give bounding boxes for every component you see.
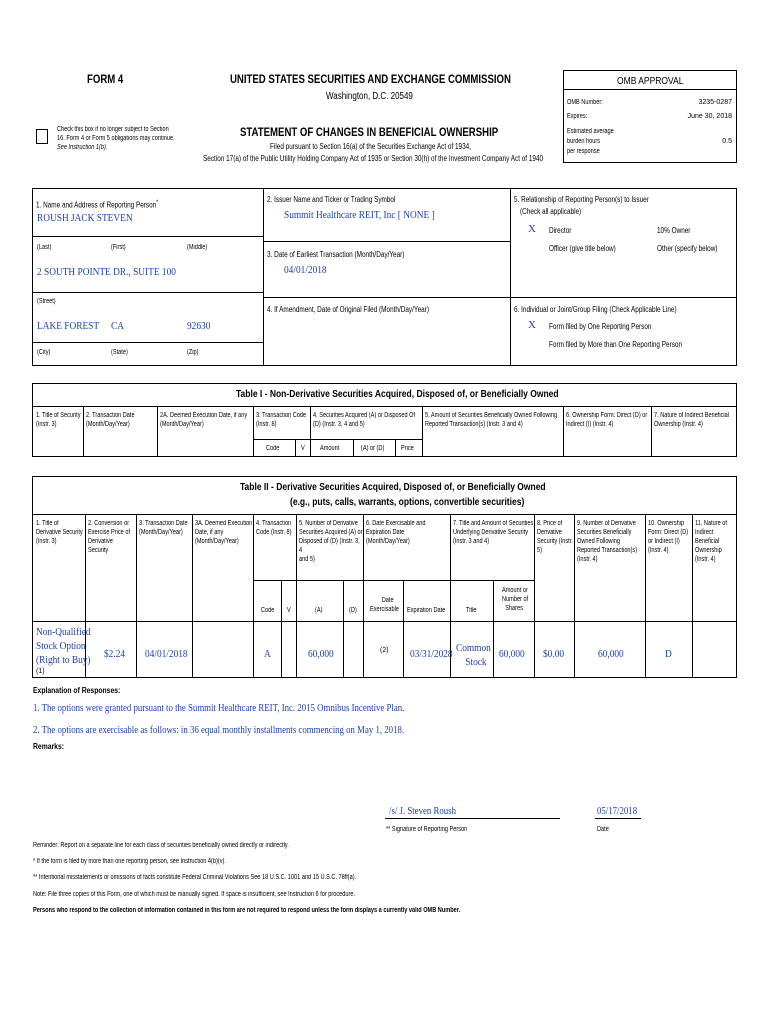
filed-pursuant-line1: Filed pursuant to Section 16(a) of the Securities Exchange Act of 1934, bbox=[270, 142, 472, 151]
signature-date-label: Date bbox=[597, 826, 609, 833]
t1-col2a: 2A. Deemed Execution Date, if any (Month/Day/Year) bbox=[160, 412, 248, 428]
omb-burden-value: 0.5 bbox=[722, 138, 732, 145]
last-label: (Last) bbox=[37, 244, 52, 251]
t2-sub-date-exercisable: Date Exercisable bbox=[370, 597, 399, 613]
zip-label: (Zip) bbox=[187, 349, 199, 356]
multi-person-label: Form filed by More than One Reporting Person bbox=[549, 340, 683, 349]
table2-title-1: Table II - Derivative Securities Acquired, Disposed of, or Beneficially Owned bbox=[240, 482, 546, 493]
filed-pursuant-line2: Section 17(a) of the Public Utility Holding Company Act of 1935 or Section 30(h) of the Investment Company Act of 1940 bbox=[203, 154, 544, 163]
table2-title-2: (e.g., puts, calls, warrants, options, convertible securities) bbox=[290, 497, 525, 508]
t2-col2: 2. Conversion or Exercise Price of Derivative Security bbox=[88, 520, 131, 554]
footer-reminder: Reminder: Report on a separate line for each class of securities beneficially owned directly or indirectly. bbox=[33, 842, 289, 849]
t2-sub-code: Code bbox=[261, 607, 275, 614]
city-label: (City) bbox=[37, 349, 51, 356]
t1-col7: 7. Nature of Indirect Beneficial Ownership (Instr. 4) bbox=[654, 412, 730, 428]
t2-col3a: 3A. Deemed Execution Date, if any (Month/Day/Year) bbox=[195, 520, 253, 545]
t2-row-owned: 60,000 bbox=[598, 648, 624, 660]
footer-omb-notice: Persons who respond to the collection of information contained in this form are not required to respond unless the form displays a currently valid OMB Number. bbox=[33, 907, 461, 914]
remarks-label: Remarks: bbox=[33, 742, 64, 751]
t2-col11: 11. Nature of Indirect Beneficial Ownership (Instr. 4) bbox=[695, 520, 727, 563]
box3-label: 3. Date of Earliest Transaction (Month/Day/Year) bbox=[267, 250, 405, 259]
t2-col7: 7. Title and Amount of Securities Underlying Derivative Security (Instr. 3 and 4) bbox=[453, 520, 534, 545]
omb-expires-label: Expires: bbox=[567, 113, 588, 120]
table1-title: Table I - Non-Derivative Securities Acquired, Disposed of, or Beneficially Owned bbox=[236, 389, 559, 400]
t2-row-code: A bbox=[264, 648, 271, 660]
no-longer-subject-checkbox[interactable] bbox=[36, 129, 48, 144]
first-label: (First) bbox=[111, 244, 126, 251]
state-label: (State) bbox=[111, 349, 128, 356]
agency-location: Washington, D.C. 20549 bbox=[326, 91, 413, 102]
t2-row-ownership-form: D bbox=[665, 648, 672, 660]
t2-col3: 3. Transaction Date (Month/Day/Year) bbox=[139, 520, 188, 536]
t2-sub-d: (D) bbox=[349, 607, 357, 614]
director-checkbox[interactable]: X bbox=[528, 223, 536, 235]
explanation-note-1: 1. The options were granted pursuant to the Summit Healthcare REIT, Inc. 2015 Omnibus Incentive Plan. bbox=[33, 702, 405, 714]
omb-number-label: OMB Number: bbox=[567, 99, 603, 106]
t1-sub-price: Price bbox=[401, 445, 414, 452]
signature-label: ** Signature of Reporting Person bbox=[386, 826, 468, 833]
t2-sub-expiration: Expiration Date bbox=[407, 607, 446, 614]
signature-date-value: 05/17/2018 bbox=[597, 805, 638, 817]
t1-col4: 4. Securities Acquired (A) or Disposed Of (D) (Instr. 3, 4 and 5) bbox=[313, 412, 416, 428]
issuer-name: Summit Healthcare REIT, Inc [ NONE ] bbox=[284, 209, 435, 221]
t2-col8: 8. Price of Derivative Security (Instr. 5) bbox=[537, 520, 573, 554]
omb-title: OMB APPROVAL bbox=[617, 76, 684, 87]
t1-sub-amount: Amount bbox=[320, 445, 340, 452]
explanation-label: Explanation of Responses: bbox=[33, 686, 121, 695]
statement-title: STATEMENT OF CHANGES IN BENEFICIAL OWNERSHIP bbox=[240, 125, 499, 139]
reporting-person-name: ROUSH JACK STEVEN bbox=[37, 212, 133, 224]
box5-label-1: 5. Relationship of Reporting Person(s) to Issuer bbox=[514, 195, 649, 204]
omb-burden-label-3: per response bbox=[567, 148, 600, 155]
zip-value: 92630 bbox=[187, 320, 211, 332]
t2-sub-a: (A) bbox=[315, 607, 323, 614]
street-label: (Street) bbox=[37, 298, 56, 305]
footer-multi-filer: * If the form is filed by more than one reporting person, see Instruction 4(b)(v). bbox=[33, 858, 226, 865]
t2-sub-v: V bbox=[287, 607, 291, 614]
checkbox-note-2: 16. Form 4 or Form 5 obligations may continue. bbox=[57, 135, 175, 142]
form-number: FORM 4 bbox=[87, 72, 124, 86]
signature-value: /s/ J. Steven Roush bbox=[389, 805, 456, 817]
t2-col6: 6. Date Exercisable and Expiration Date (Month/Day/Year) bbox=[366, 520, 426, 545]
t1-col6: 6. Ownership Form: Direct (D) or Indirect (I) (Instr. 4) bbox=[566, 412, 648, 428]
t1-col1: 1. Title of Security (Instr. 3) bbox=[36, 412, 81, 428]
ten-pct-owner-label: 10% Owner bbox=[657, 226, 691, 235]
director-label: Director bbox=[549, 226, 572, 235]
t2-row-title-note: (1) bbox=[36, 668, 45, 675]
state-value: CA bbox=[111, 320, 124, 332]
agency-title: UNITED STATES SECURITIES AND EXCHANGE COMMISSION bbox=[230, 72, 511, 86]
t2-sub-amount: Amount or Number of Shares bbox=[502, 587, 529, 612]
earliest-transaction-date: 04/01/2018 bbox=[284, 264, 327, 276]
one-person-label: Form filed by One Reporting Person bbox=[549, 322, 652, 331]
one-person-checkbox[interactable]: X bbox=[528, 319, 536, 331]
box2-label: 2. Issuer Name and Ticker or Trading Symbol bbox=[267, 195, 396, 204]
t2-row-date: 04/01/2018 bbox=[145, 648, 188, 660]
t1-sub-aord: (A) or (D) bbox=[361, 445, 385, 452]
omb-expires-value: June 30, 2018 bbox=[687, 113, 732, 120]
street-value: 2 SOUTH POINTE DR., SUITE 100 bbox=[37, 266, 176, 278]
t2-row-title: Non-Qualified Stock Option (Right to Buy) bbox=[36, 626, 91, 666]
box5-label-2: (Check all applicable) bbox=[520, 207, 582, 216]
t1-col2: 2. Transaction Date (Month/Day/Year) bbox=[86, 412, 135, 428]
t2-col10: 10. Ownership Form: Direct (D) or Indirect (I) (Instr. 4) bbox=[648, 520, 689, 554]
checkbox-note-1: Check this box if no longer subject to Section bbox=[57, 126, 169, 133]
t1-sub-v: V bbox=[301, 445, 305, 452]
omb-burden-label-2: burden hours bbox=[567, 138, 601, 145]
omb-number-value: 3235-0287 bbox=[698, 99, 732, 106]
checkbox-note-3: See Instruction 1(b). bbox=[57, 144, 108, 151]
explanation-note-2: 2. The options are exercisable as follows: in 36 equal monthly installments commencing on May 1, 2018. bbox=[33, 724, 405, 736]
t2-row-amount-a: 60,000 bbox=[308, 648, 334, 660]
box4-label: 4. If Amendment, Date of Original Filed (Month/Day/Year) bbox=[267, 305, 429, 314]
t2-row-underlying-title: Common Stock bbox=[456, 642, 491, 668]
officer-label: Officer (give title below) bbox=[549, 244, 616, 253]
t1-col5: 5. Amount of Securities Beneficially Owned Following Reported Transaction(s) (Instr. 3 and 4) bbox=[425, 412, 557, 428]
t1-col3: 3. Transaction Code (Instr. 8) bbox=[256, 412, 307, 428]
t2-col5: 5. Number of Derivative Securities Acquired (A) or Disposed of (D) (Instr. 3, 4 and 5) bbox=[299, 520, 363, 563]
t2-row-date-exercisable-note: (2) bbox=[380, 647, 389, 654]
middle-label: (Middle) bbox=[187, 244, 208, 251]
t2-row-conversion: $2.24 bbox=[104, 648, 126, 660]
omb-burden-label-1: Estimated average bbox=[567, 128, 614, 135]
t1-sub-code: Code bbox=[266, 445, 280, 452]
footer-criminal: ** Intentional misstatements or omissions of facts constitute Federal Criminal Violations See 18 U.S.C. 1001 and 15 U.S.C. 78ff(a). bbox=[33, 874, 357, 881]
t2-sub-title: Title bbox=[466, 607, 477, 614]
box6-label: 6. Individual or Joint/Group Filing (Check Applicable Line) bbox=[514, 305, 677, 314]
other-label: Other (specify below) bbox=[657, 244, 718, 253]
city-value: LAKE FOREST bbox=[37, 320, 100, 332]
t2-col9: 9. Number of Derivative Securities Beneficially Owned Following Reported Transaction(s) (Instr. 4) bbox=[577, 520, 638, 563]
t2-row-expiration: 03/31/2028 bbox=[410, 648, 453, 660]
footer-copies: Note: File three copies of this Form, one of which must be manually signed. If space is insufficient, see Instruction 6 for procedure. bbox=[33, 891, 356, 898]
t2-col4: 4. Transaction Code (Instr. 8) bbox=[256, 520, 292, 536]
t2-row-price: $0.00 bbox=[543, 648, 565, 660]
t2-row-underlying-amount: 60,000 bbox=[499, 648, 525, 660]
t2-col1: 1. Title of Derivative Security (Instr. 3) bbox=[36, 520, 83, 545]
box1-label: 1. Name and Address of Reporting Person* bbox=[36, 199, 159, 210]
